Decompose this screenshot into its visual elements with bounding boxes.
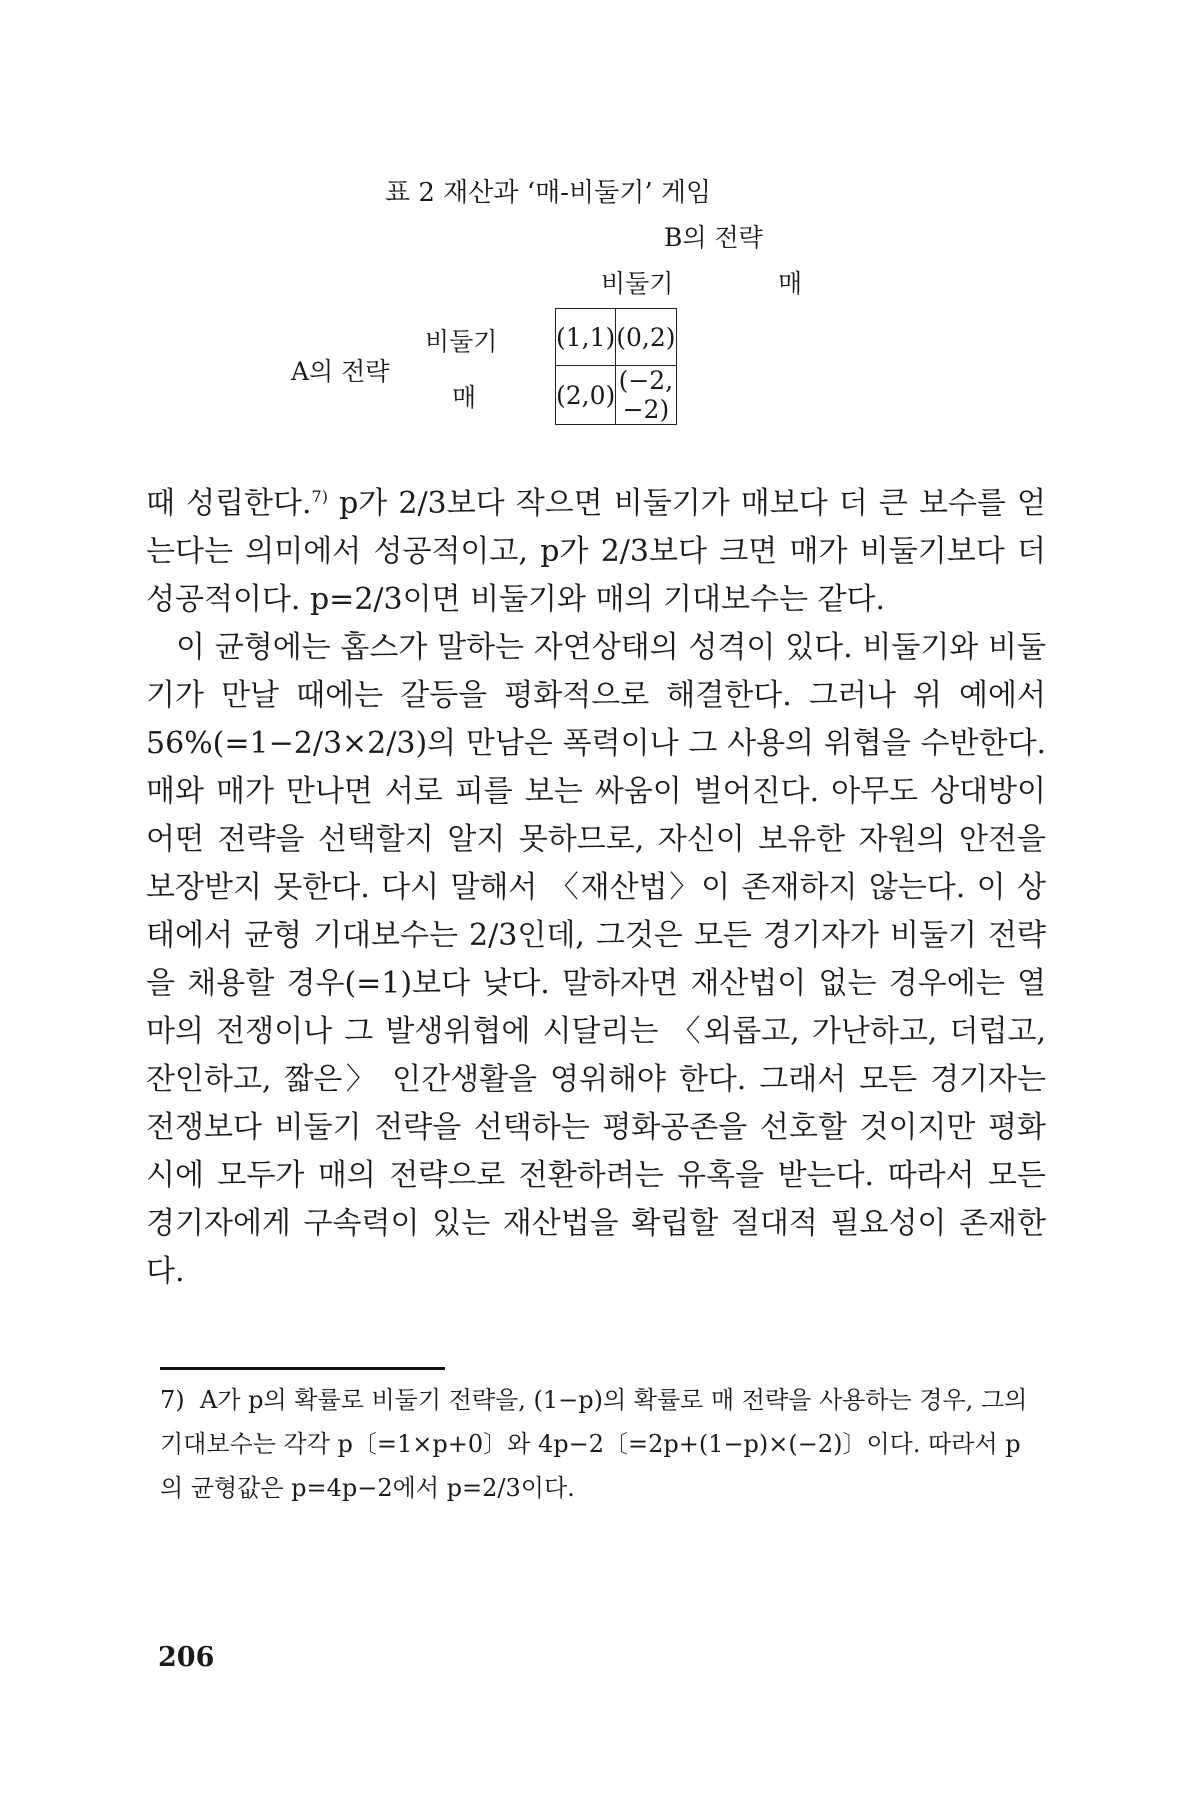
paragraph-1 [146,480,1046,624]
body-text [146,480,1046,1296]
footnote-number: 7) [160,1386,185,1414]
footnote [160,1378,1040,1510]
row-header-hawk: 매 [452,383,477,412]
paragraph-2: 이 균형에는 홉스가 말하는 자연상태의 성격이 있다. 비둘기와 비둘기가 만날 때에는 갈등을 평화적으로 해결한다. 그러나 위 예에서 56%(=1−2/3×2/3)의 만남은 폭력이나 그 사용의 위협을 수반한다. 매와 매가 만나면 서로 피를 보는 싸움이 벌어진다. 아무도 상대방이 어떤 전략을 선택할지 알지 못하므로, 자신이 보유한 자원의 안전을 보장받지 못한다. 다시 말해서 〈재산법〉이 존재하지 않는다. 이 상태에서 균형 기대보수는 2/3인데, 그것은 모든 경기자가 비둘기 전략을 채용할 경우(=1)보다 낮다. 말하자면 재산법이 없는 경우에는 열마의 전쟁이나 그 발생위협에 시달리는 〈외롭고, 가난하고, 더럽고, 잔인하고, 짧은〉 인간생활을 영위해야 한다. 그래서 모든 경기자는 전쟁보다 비둘기 전략을 선택하는 평화공존을 선호할 것이지만 평화시에 모두가 매의 전략으로 전환하려는 유혹을 받는다. 따라서 모든 경기자에게 구속력이 있는 재산법을 확립할 절대적 필요성이 존재한다. [146,630,1046,1289]
payoff-cell-hawk-hawk: (−2, −2) [616,366,676,425]
col-header-dove: 비둘기 [601,269,674,298]
b-strategy-label: B의 전략 [664,223,763,252]
footnote-divider [160,1367,445,1370]
row-header-dove: 비둘기 [425,327,498,356]
page-number: 206 [158,1642,215,1673]
col-header-hawk: 매 [778,269,803,298]
payoff-grid [555,308,677,425]
table-caption: 표 2 재산과 ‘매-비둘기’ 게임 [385,178,712,208]
footnote-text: A가 p의 확률로 비둘기 전략을, (1−p)의 확률로 매 전략을 사용하는 경우, 그의 기대보수는 각각 p〔=1×p+0〕와 4p−2〔=2p+(1−p)×(−2)〕이다. 따라서 p의 균형값은 p=4p−2에서 p=2/3이다. [160,1386,1028,1502]
paragraph-1-rest: p가 2/3보다 작으면 비둘기가 매보다 더 큰 보수를 얻는다는 의미에서 성공적이고, p가 2/3보다 크면 매가 비둘기보다 더 성공적이다. p=2/3이면 비둘기와 매의 기대보수는 같다. [146,486,1046,617]
payoff-cell-dove-dove: (1,1) [556,309,616,366]
payoff-row-hawk [556,366,677,425]
payoff-cell-dove-hawk: (0,2) [616,309,676,366]
payoff-row-dove [556,309,677,366]
payoff-cell-hawk-dove: (2,0) [556,366,616,425]
a-strategy-label: A의 전략 [291,357,390,386]
paragraph-1-start: 때 성립한다. [146,486,312,521]
footnote-reference: 7) [311,487,328,506]
